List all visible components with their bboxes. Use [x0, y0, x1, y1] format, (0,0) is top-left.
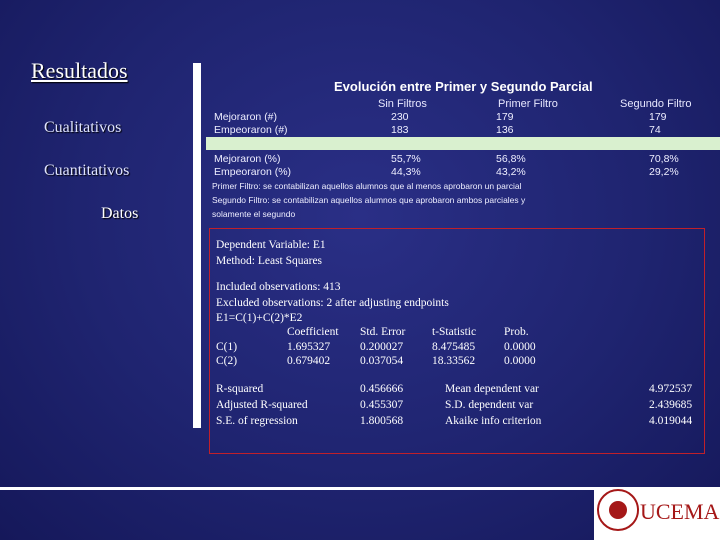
- row-label: Empeoraron (#): [214, 124, 288, 136]
- stat-label: Akaike info criterion: [445, 415, 542, 427]
- table-note: Primer Filtro: se contabilizan aquellos alumnos que al menos aprobaron un parcial: [212, 181, 522, 191]
- coef-value: 1.695327: [287, 341, 331, 353]
- coef-header: Prob.: [504, 326, 529, 338]
- stat-value: 4.019044: [649, 415, 693, 427]
- column-header: Primer Filtro: [498, 98, 558, 110]
- included-observations: Included observations: 413: [216, 281, 341, 293]
- row-label: Empeoraron (%): [214, 166, 292, 178]
- column-header: Segundo Filtro: [620, 98, 692, 110]
- coef-header: Std. Error: [360, 326, 406, 338]
- coef-header: Coefficient: [287, 326, 339, 338]
- cell: 43,2%: [496, 166, 526, 178]
- stat-value: 0.455307: [360, 399, 404, 411]
- regression-output: [209, 228, 705, 454]
- table-title: Evolución entre Primer y Segundo Parcial: [334, 79, 593, 94]
- table-row: [206, 166, 720, 179]
- cell: 179: [496, 111, 514, 123]
- ucema-logo: [594, 487, 720, 540]
- seal-icon: [597, 489, 639, 531]
- dependent-variable: Dependent Variable: E1: [216, 239, 326, 251]
- page-title: Resultados: [31, 58, 128, 83]
- table-row: [206, 124, 720, 137]
- row-label: Mejoraron (#): [214, 111, 278, 123]
- cell: 183: [391, 124, 409, 136]
- nav-item-cualitativos[interactable]: Cualitativos: [44, 119, 122, 136]
- row-label: Mejoraron (%): [214, 153, 281, 165]
- coef-value: 0.200027: [360, 341, 404, 353]
- stat-label: Adjusted R-squared: [216, 399, 308, 411]
- stat-label: S.E. of regression: [216, 415, 298, 427]
- cell: 44,3%: [391, 166, 421, 178]
- coef-value: 0.0000: [504, 355, 536, 367]
- table-note: solamente el segundo: [212, 209, 296, 219]
- cell: 136: [496, 124, 514, 136]
- cell: 29,2%: [649, 166, 679, 178]
- coef-name: C(2): [216, 355, 238, 367]
- coef-value: 8.475485: [432, 341, 476, 353]
- coef-value: 0.037054: [360, 355, 404, 367]
- stat-label: R-squared: [216, 383, 264, 395]
- evolution-table: [206, 74, 720, 224]
- coef-header: t-Statistic: [432, 326, 477, 338]
- coef-value: 0.0000: [504, 341, 536, 353]
- method: Method: Least Squares: [216, 255, 323, 267]
- stat-value: 0.456666: [360, 383, 404, 395]
- nav-item-datos[interactable]: Datos: [101, 205, 139, 222]
- cell: 56,8%: [496, 153, 526, 165]
- equation: E1=C(1)+C(2)*E2: [216, 312, 303, 324]
- table-row: [206, 111, 720, 124]
- stat-value: 4.972537: [649, 383, 693, 395]
- coef-name: C(1): [216, 341, 238, 353]
- stat-value: 2.439685: [649, 399, 693, 411]
- coef-value: 0.679402: [287, 355, 331, 367]
- stat-label: Mean dependent var: [445, 383, 539, 395]
- stat-value: 1.800568: [360, 415, 404, 427]
- table-note: Segundo Filtro: se contabilizan aquellos alumnos que aprobaron ambos parciales y: [212, 195, 526, 205]
- stat-label: S.D. dependent var: [445, 399, 534, 411]
- table-row: [206, 153, 720, 166]
- excluded-observations: Excluded observations: 2 after adjusting endpoints: [216, 297, 449, 309]
- logo-text: UCEMA: [640, 499, 720, 524]
- cell: 230: [391, 111, 409, 123]
- cell: 179: [649, 111, 667, 123]
- column-header: Sin Filtros: [378, 98, 427, 110]
- cell: 55,7%: [391, 153, 421, 165]
- cell: 74: [649, 124, 661, 136]
- vertical-divider: [193, 63, 201, 428]
- nav-item-cuantitativos[interactable]: Cuantitativos: [44, 162, 130, 179]
- cell: 70,8%: [649, 153, 679, 165]
- separator-band: [206, 137, 720, 150]
- coef-value: 18.33562: [432, 355, 476, 367]
